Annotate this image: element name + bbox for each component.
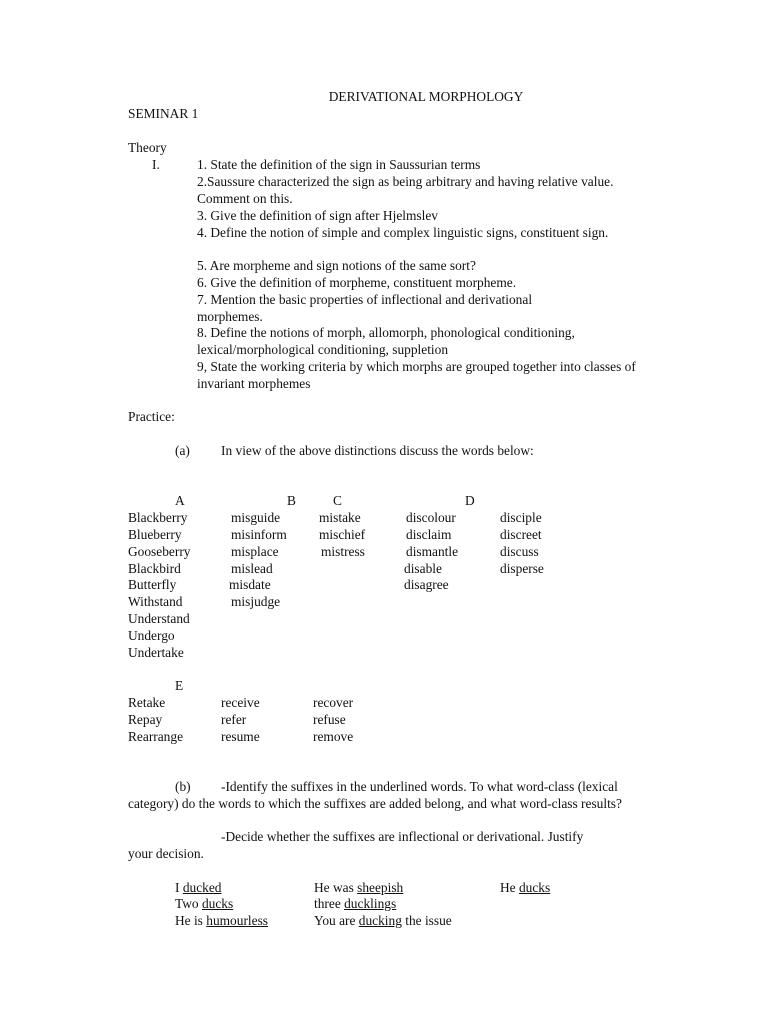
example-item: Two ducks (175, 896, 234, 911)
word-list-item: Undergo (128, 628, 175, 643)
underlined-word: ducked (182, 880, 222, 895)
word-list-item: mistress (321, 544, 365, 559)
group-header-a: A (175, 493, 185, 508)
word-list-item: Undertake (128, 645, 184, 660)
word-list-item: disclaim (406, 527, 452, 542)
group-header-d: D (465, 493, 475, 508)
group-header-c: C (333, 493, 342, 508)
word-list-item: refer (221, 712, 247, 727)
example-item: He ducks (500, 880, 551, 895)
word-list-item: Retake (128, 695, 166, 710)
part-b-instruction-2: -Decide whether the suffixes are inflectional or derivational. Justify (221, 829, 584, 844)
underlined-word: ducks (201, 896, 234, 911)
question-7: 7. Mention the basic properties of inflectional and derivational morphemes. (197, 292, 533, 324)
word-list-item: disciple (500, 510, 542, 525)
word-list-item: discreet (500, 527, 542, 542)
group-header-e: E (175, 678, 184, 693)
question-5: 5. Are morpheme and sign notions of the same sort? (197, 258, 476, 273)
underlined-word: ducking (358, 913, 402, 928)
word-list-item: mistake (319, 510, 361, 525)
word-list-item: Gooseberry (128, 544, 191, 559)
example-item: I ducked (175, 880, 222, 895)
practice-heading: Practice: (128, 409, 175, 424)
word-list-item: dismantle (406, 544, 459, 559)
group-header-b: B (287, 493, 296, 508)
underlined-word: ducklings (344, 896, 397, 911)
part-b-label: (b) (175, 779, 191, 794)
word-list-item: misjudge (231, 594, 281, 609)
underlined-word: sheepish (357, 880, 404, 895)
word-list-item: Rearrange (128, 729, 184, 744)
example-item: He was sheepish (314, 880, 404, 895)
word-list-item: refuse (313, 712, 346, 727)
example-item: He is humourless (175, 913, 268, 928)
word-list-item: disagree (404, 577, 449, 592)
question-9: 9, State the working criteria by which morphs are grouped together into classes of invariant morphemes (197, 359, 636, 391)
part-a-label: (a) (175, 443, 190, 458)
part-b-instruction-2-cont: your decision. (128, 846, 204, 861)
part-b-instruction-1: -Identify the suffixes in the underlined words. To what word-class (lexical category) do the words to which the suffixes are added belong, and what word-class results? (128, 779, 622, 811)
word-list-item: misguide (231, 510, 281, 525)
word-list-item: mislead (231, 561, 273, 576)
word-list-item: Blackbird (128, 561, 181, 576)
word-list-item: Blueberry (128, 527, 182, 542)
word-list-item: misdate (229, 577, 271, 592)
question-6: 6. Give the definition of morpheme, constituent morpheme. (197, 275, 517, 290)
question-4: 4. Define the notion of simple and complex linguistic signs, constituent sign. (197, 225, 609, 240)
word-list-item: misinform (231, 527, 287, 542)
word-list-item: Withstand (128, 594, 183, 609)
word-list-item: Repay (128, 712, 163, 727)
word-list-item: disperse (500, 561, 544, 576)
example-item: You are ducking the issue (314, 913, 452, 928)
word-list-item: mischief (319, 527, 366, 542)
underlined-word: ducks (518, 880, 551, 895)
word-list-item: discolour (406, 510, 456, 525)
word-list-item: Understand (128, 611, 190, 626)
word-list-item: Butterfly (128, 577, 177, 592)
word-list-item: disable (404, 561, 442, 576)
word-list-item: receive (221, 695, 260, 710)
roman-numeral: I. (152, 157, 160, 172)
word-list-item: remove (313, 729, 354, 744)
question-1: 1. State the definition of the sign in Saussurian terms (197, 157, 481, 172)
example-item: three ducklings (314, 896, 397, 911)
question-2: 2.Saussure characterized the sign as being arbitrary and having relative value. Comment on this. (197, 174, 614, 206)
question-8: 8. Define the notions of morph, allomorph, phonological conditioning, lexical/morphological conditioning, suppletion (197, 325, 575, 357)
word-list-item: resume (221, 729, 260, 744)
part-a-instruction: In view of the above distinctions discuss the words below: (221, 443, 534, 458)
theory-heading: Theory (128, 140, 167, 155)
question-3: 3. Give the definition of sign after Hjelmslev (197, 208, 438, 223)
word-list-item: Blackberry (128, 510, 188, 525)
word-list-item: discuss (500, 544, 539, 559)
doc-title: DERIVATIONAL MORPHOLOGY (328, 89, 524, 104)
word-list-item: recover (313, 695, 354, 710)
seminar-heading: SEMINAR 1 (128, 106, 199, 121)
underlined-word: humourless (206, 913, 268, 928)
word-list-item: misplace (231, 544, 279, 559)
